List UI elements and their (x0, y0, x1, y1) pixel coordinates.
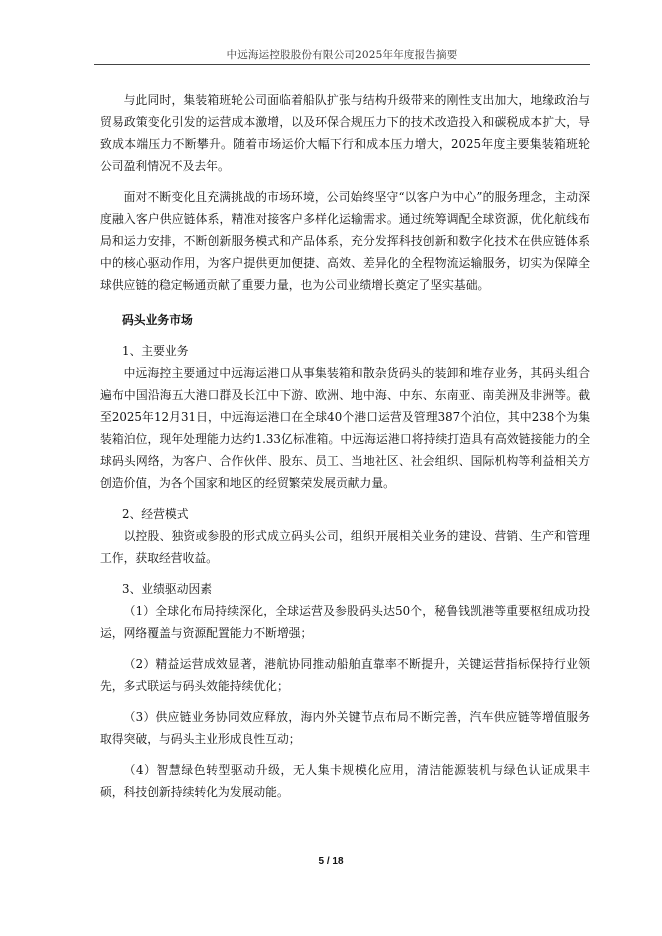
subheading-business-model: 2、经营模式 (122, 507, 189, 521)
page-number: 5 / 18 (318, 856, 344, 867)
list-item-driver-2: （2）精益运营成效显著，港航协同推动船舶直靠率不断提升，关键运营指标保持行业领先，多式联运与码头效能持续优化； (100, 657, 590, 693)
paragraph-customer-service: 面对不断变化且充满挑战的市场环境，公司始终坚守“以客户为中心”的服务理念，主动深度融入客户供应链体系，精准对接客户多样化运输需求。通过统筹调配全球资源，优化航线布局和运力安排，不断创新服务模式和产品体系，充分发挥科技创新和数字化技术在供应链体系中的核心驱动作用，为客户提供更加便捷、高效、差异化的全程物流运输服务，切实为保障全球供应链的稳定畅通贡献了重要力量，也为公司业绩增长奠定了坚实基础。 (100, 190, 590, 292)
list-item-driver-1: （1）全球化布局持续深化，全球运营及参股码头达50个，秘鲁钱凯港等重要枢纽成功投运，网络覆盖与资源配置能力不断增强； (100, 604, 590, 640)
paragraph-business-model: 以控股、独资或参股的形式成立码头公司，组织开展相关业务的建设、营销、生产和管理工作，获取经营收益。 (100, 529, 590, 565)
paragraph-cost-pressure: 与此同时，集装箱班轮公司面临着船队扩张与结构升级带来的刚性支出加大，地缘政治与贸易政策变化引发的运营成本激增，以及环保合规压力下的技术改造投入和碳税成本扩大，导致成本端压力不断攀升。随着市场运价大幅下行和成本压力增大，2025年度主要集装箱班轮公司盈利情况不及去年。 (100, 93, 590, 173)
page-content (100, 89, 590, 803)
page-header: 中远海运控股股份有限公司2025年年度报告摘要 (226, 49, 458, 61)
list-item-driver-3: （3）供应链业务协同效应释放，海内外关键节点布局不断完善，汽车供应链等增值服务取得突破，与码头主业形成良性互动； (100, 710, 590, 746)
section-title-terminal-market: 码头业务市场 (122, 313, 193, 327)
header-divider (94, 64, 590, 65)
subheading-main-business: 1、主要业务 (122, 344, 189, 358)
subheading-performance-drivers: 3、业绩驱动因素 (122, 582, 213, 596)
paragraph-main-business: 中远海控主要通过中远海运港口从事集装箱和散杂货码头的装卸和堆存业务，其码头组合遍布中国沿海五大港口群及长江中下游、欧洲、地中海、中东、东南亚、南美洲及非洲等。截至2025年12月31日，中远海运港口在全球40个港口运营及管理387个泊位，其中238个为集装箱泊位，现年处理能力达约1.33亿标准箱。中远海运港口将持续打造具有高效链接能力的全球码头网络，为客户、合作伙伴、股东、员工、当地社区、社会组织、国际机构等利益相关方创造价值，为各个国家和地区的经贸繁荣发展贡献力量。 (100, 366, 590, 490)
list-item-driver-4: （4）智慧绿色转型驱动升级，无人集卡规模化应用，清洁能源装机与绿色认证成果丰硕，科技创新持续转化为发展动能。 (100, 763, 590, 799)
